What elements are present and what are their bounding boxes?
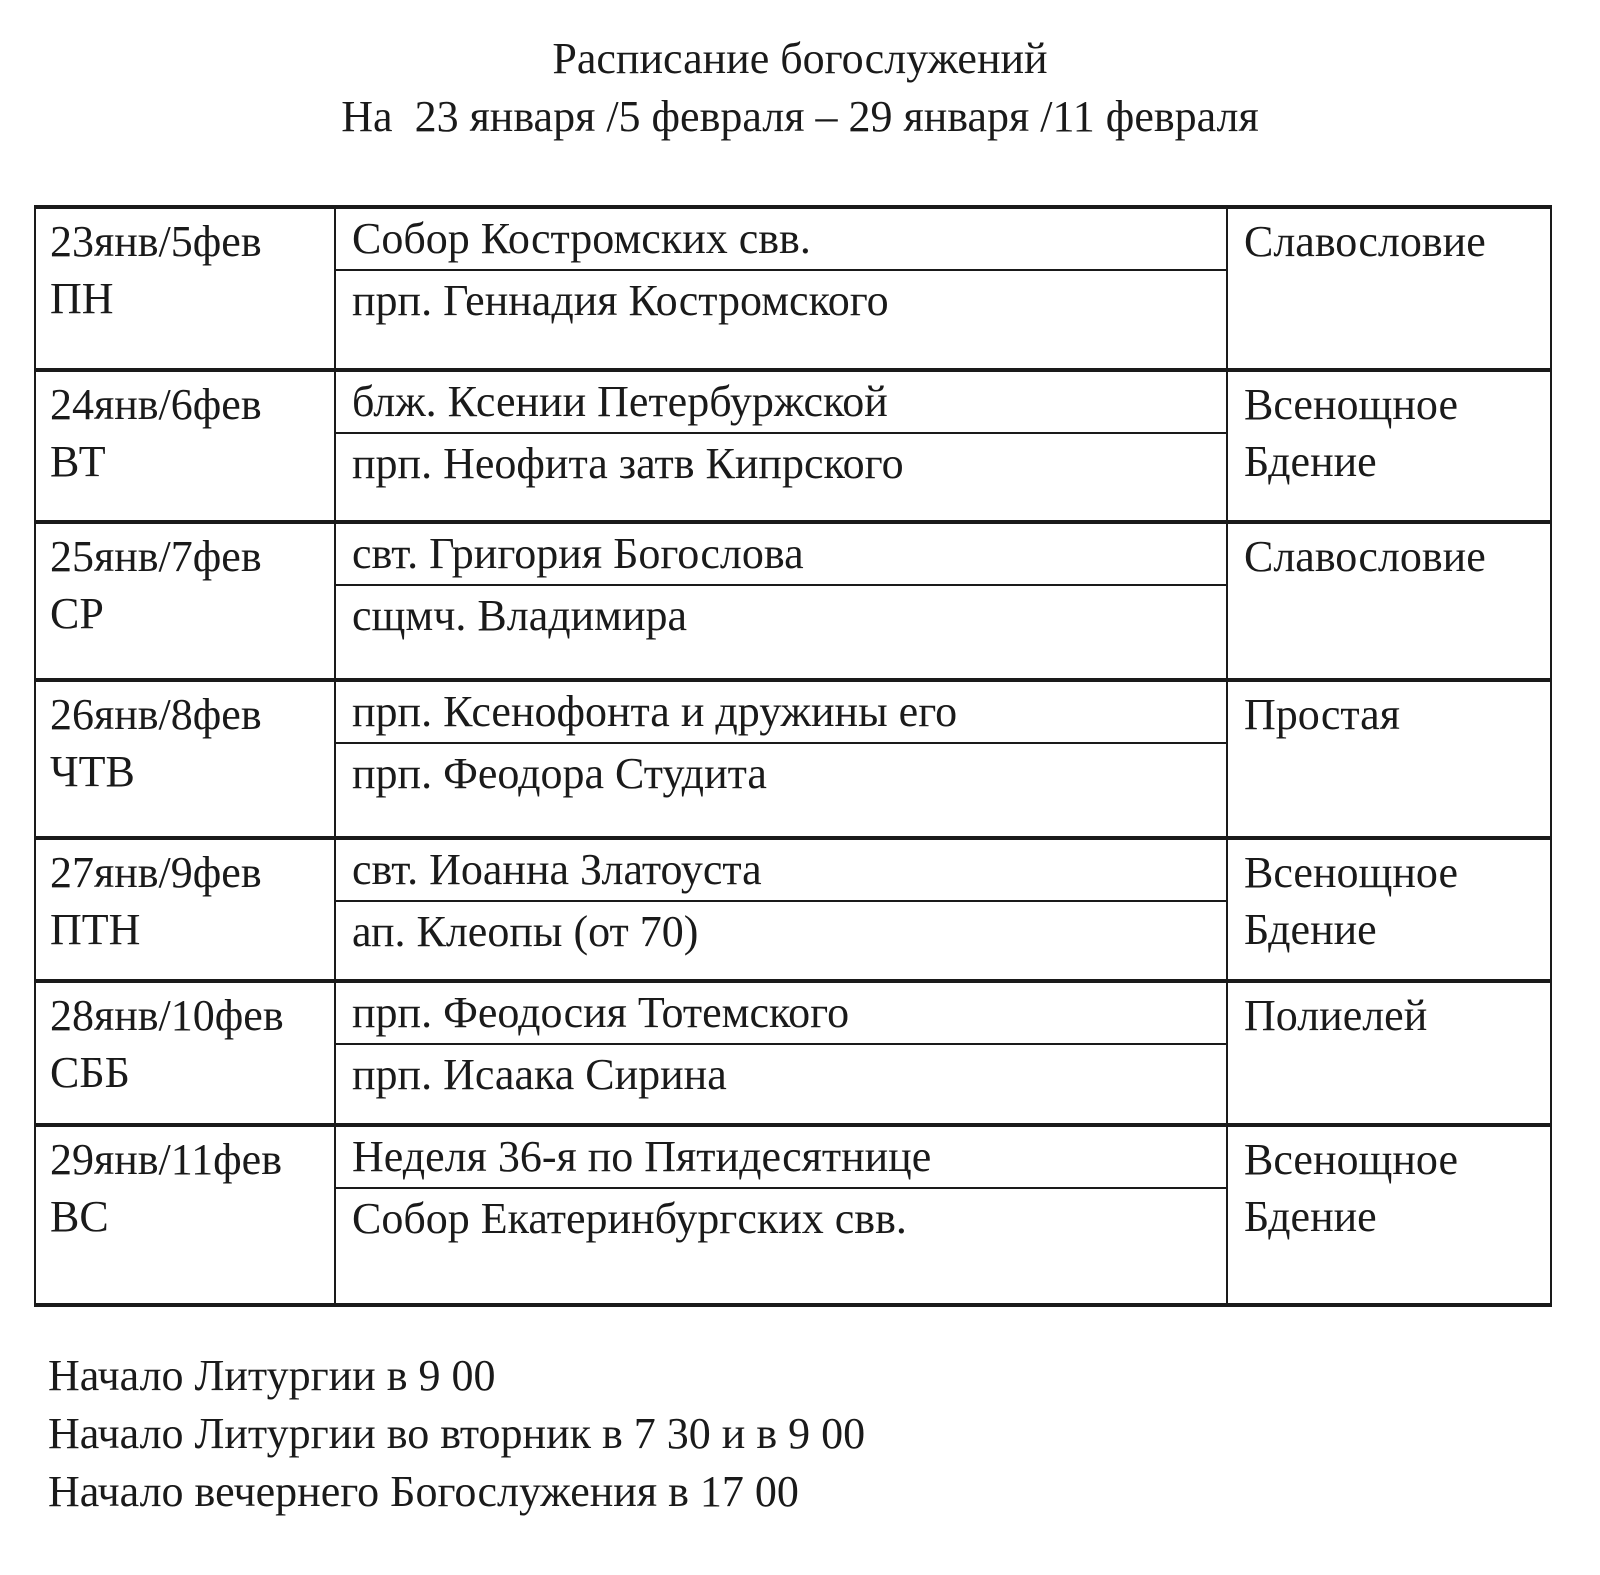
note-tuesday-liturgy: Начало Литургии во вторник в 7 30 и в 9 00 xyxy=(48,1409,866,1458)
saint-primary: Неделя 36-я по Пятидесятнице xyxy=(336,1127,1226,1189)
service-label: Простая xyxy=(1244,690,1400,739)
saint-primary: свт. Григория Богослова xyxy=(336,524,1226,586)
service-cell xyxy=(1227,680,1551,838)
schedule-row xyxy=(35,838,1551,981)
date-label: 26янв/8фев xyxy=(50,690,262,739)
date-cell xyxy=(35,981,335,1125)
saints-cell xyxy=(335,981,1227,1125)
weekday-label: ПН xyxy=(50,274,114,323)
service-label: Бдение xyxy=(1244,905,1377,954)
service-label: Бдение xyxy=(1244,437,1377,486)
service-label: Славословие xyxy=(1244,217,1486,266)
schedule-row xyxy=(35,207,1551,370)
page-subtitle: На 23 января /5 февраля – 29 января /11 февраля xyxy=(341,92,1259,141)
saint-secondary: ап. Клеопы (от 70) xyxy=(352,907,699,956)
service-cell xyxy=(1227,207,1551,370)
saints-cell xyxy=(335,522,1227,680)
date-label: 28янв/10фев xyxy=(50,991,284,1040)
weekday-label: ПТН xyxy=(50,905,141,954)
saint-secondary: прп. Феодора Студита xyxy=(352,749,767,798)
date-cell xyxy=(35,522,335,680)
saint-primary: прп. Феодосия Тотемского xyxy=(336,983,1226,1045)
service-cell xyxy=(1227,522,1551,680)
saints-cell xyxy=(335,1125,1227,1305)
date-cell xyxy=(35,370,335,522)
note-liturgy-start: Начало Литургии в 9 00 xyxy=(48,1351,496,1400)
saint-primary: свт. Иоанна Златоуста xyxy=(336,840,1226,902)
service-cell xyxy=(1227,370,1551,522)
service-label: Славословие xyxy=(1244,532,1486,581)
weekday-label: СББ xyxy=(50,1048,130,1097)
saint-secondary: сщмч. Владимира xyxy=(352,591,688,640)
service-label: Всенощное xyxy=(1244,1135,1458,1184)
service-cell xyxy=(1227,981,1551,1125)
schedule-row xyxy=(35,522,1551,680)
schedule-row xyxy=(35,680,1551,838)
service-label: Бдение xyxy=(1244,1192,1377,1241)
date-label: 25янв/7фев xyxy=(50,532,262,581)
date-label: 24янв/6фев xyxy=(50,380,262,429)
date-label: 29янв/11фев xyxy=(50,1135,282,1184)
saint-secondary: Собор Екатеринбургских свв. xyxy=(352,1194,907,1243)
date-cell xyxy=(35,680,335,838)
service-label: Всенощное xyxy=(1244,380,1458,429)
schedule-row xyxy=(35,370,1551,522)
saints-cell xyxy=(335,838,1227,981)
saints-cell xyxy=(335,207,1227,370)
saints-cell xyxy=(335,680,1227,838)
date-label: 23янв/5фев xyxy=(50,217,262,266)
saint-primary: блж. Ксении Петербуржской xyxy=(336,372,1226,434)
date-label: 27янв/9фев xyxy=(50,848,262,897)
saint-primary: прп. Ксенофонта и дружины его xyxy=(336,682,1226,744)
date-cell xyxy=(35,1125,335,1305)
service-times-notes xyxy=(48,1347,865,1521)
weekday-label: ВС xyxy=(50,1192,109,1241)
saint-secondary: прп. Геннадия Костромского xyxy=(352,276,889,325)
service-cell xyxy=(1227,1125,1551,1305)
service-cell xyxy=(1227,838,1551,981)
date-cell xyxy=(35,207,335,370)
page-header xyxy=(0,30,1600,146)
saint-secondary: прп. Неофита затв Кипрского xyxy=(352,439,904,488)
note-evening-service: Начало вечернего Богослужения в 17 00 xyxy=(48,1467,799,1516)
saint-primary: Собор Костромских свв. xyxy=(336,209,1226,271)
page-title: Расписание богослужений xyxy=(552,34,1048,83)
weekday-label: ВТ xyxy=(50,437,106,486)
saints-cell xyxy=(335,370,1227,522)
saint-secondary: прп. Исаака Сирина xyxy=(352,1050,727,1099)
weekday-label: ЧТВ xyxy=(50,747,135,796)
schedule-row xyxy=(35,981,1551,1125)
weekday-label: СР xyxy=(50,589,104,638)
service-label: Полиелей xyxy=(1244,991,1428,1040)
date-cell xyxy=(35,838,335,981)
schedule-table xyxy=(34,205,1552,1307)
service-label: Всенощное xyxy=(1244,848,1458,897)
schedule-row xyxy=(35,1125,1551,1305)
